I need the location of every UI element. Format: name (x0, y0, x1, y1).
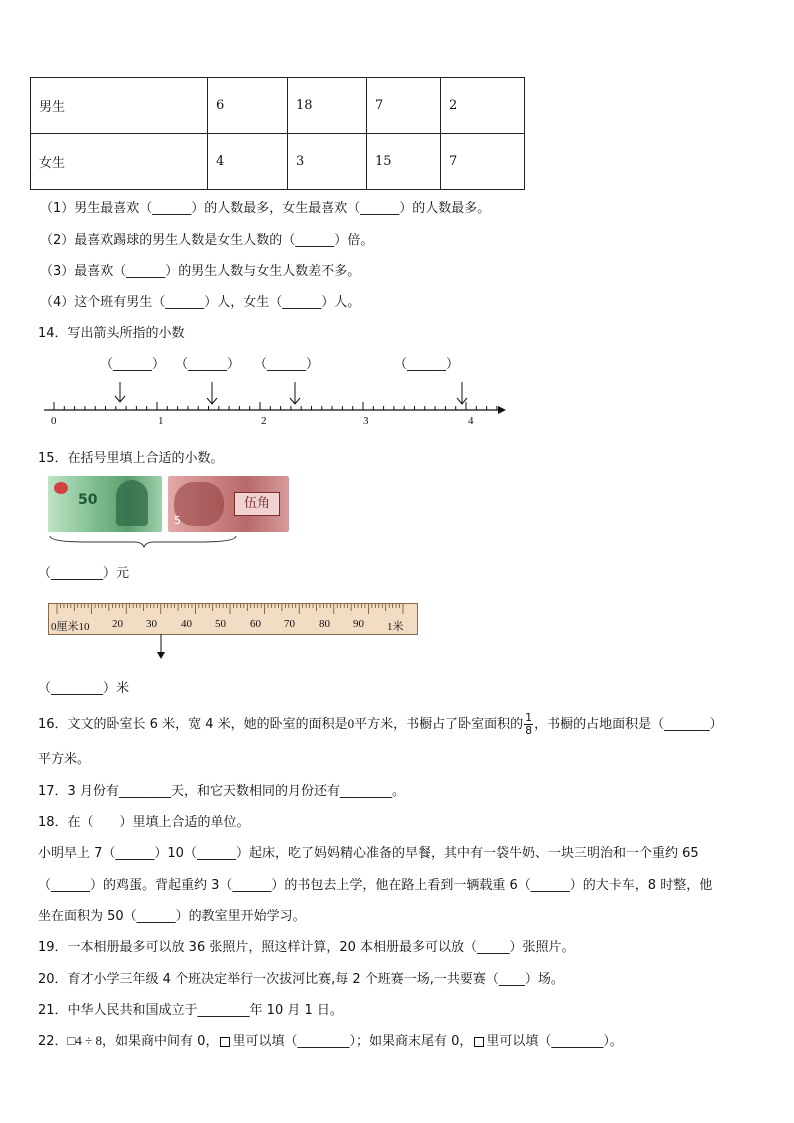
q18-title: 18．在（ ）里填上合适的单位。 (38, 815, 250, 830)
portrait-icon (174, 482, 224, 526)
q16-text: 16．文文的卧室长 6 米，宽 4 米，她的卧室的面积是 (38, 717, 348, 732)
survey-table (30, 77, 525, 190)
bill-value: 50 (78, 492, 98, 508)
table-cell: 7 (441, 134, 525, 190)
tick-marks (54, 402, 497, 410)
arrow-icon (457, 382, 467, 404)
q13-item-3: （3）最喜欢（______）的男生人数与女生人数差不多。 (40, 264, 361, 279)
fraction-denominator: 8 (525, 724, 533, 737)
q13-item-1: （1）男生最喜欢（______）的人数最多，女生最喜欢（______）的人数最多。 (40, 201, 491, 216)
fraction-numerator: 1 (525, 711, 533, 724)
answer-blank: （______） (100, 357, 166, 372)
box-placeholder-icon (474, 1037, 484, 1047)
banknote-5-jiao (168, 476, 289, 532)
tick-label: 4 (468, 415, 474, 427)
tick-label: 3 (363, 415, 369, 427)
q18-line-3: 坐在面积为 50（______）的教室里开始学习。 (38, 909, 306, 924)
ruler-pointer-arrow-icon (155, 634, 167, 660)
answer-blank: （______） (175, 357, 241, 372)
tick-label: 1 (158, 415, 164, 427)
ruler-label: 30 (146, 618, 157, 630)
table-cell: 18 (288, 78, 367, 134)
table-cell: 7 (367, 78, 441, 134)
money-answer: （________）元 (38, 566, 130, 581)
q17-text: 17．3 月份有________天，和它天数相同的月份还有________。 (38, 784, 405, 799)
brace-icon (48, 534, 240, 548)
q22-text: ，如果商中间有 0， (102, 1034, 219, 1049)
ruler-label: 80 (319, 618, 330, 630)
table-cell: 3 (288, 134, 367, 190)
q18-line-1: 小明早上 7（______）10（______）起床，吃了妈妈精心准备的早餐，其中有一袋牛奶、一块三明治和一个重约 65 (38, 846, 699, 861)
q21-text: 21．中华人民共和国成立于________年 10 月 1 日。 (38, 1003, 343, 1018)
fraction (524, 712, 533, 737)
ruler-label: 50 (215, 618, 226, 630)
portrait-icon (116, 480, 148, 526)
ruler-label: 1米 (387, 621, 404, 633)
q20-text: 20．育才小学三年级 4 个班决定举行一次拔河比赛,每 2 个班赛一场,一共要赛（____）场。 (38, 972, 564, 987)
ruler-label: 90 (353, 618, 364, 630)
axis-arrow-icon (498, 406, 506, 414)
q19-text: 19．一本相册最多可以放 36 张照片，照这样计算，20 本相册最多可以放（_____）张照片。 (38, 940, 575, 955)
q22-number: 22． (38, 1034, 68, 1049)
answer-blank: （______） (254, 357, 320, 372)
q16-zero: 0 (347, 716, 355, 731)
q14-title: 14．写出箭头所指的小数 (38, 326, 185, 341)
bill-denomination: 伍角 (234, 492, 280, 516)
tick-label: 2 (261, 415, 267, 427)
box-placeholder-icon (220, 1037, 230, 1047)
arrow-icon (115, 382, 125, 402)
q16-line-1 (38, 712, 723, 737)
q22-text: 里可以填（________）。 (486, 1034, 623, 1049)
ruler-label: 40 (181, 618, 192, 630)
arrow-icon (207, 382, 217, 404)
ruler-label: 60 (250, 618, 261, 630)
table-cell: 2 (441, 78, 525, 134)
ruler-label: 70 (284, 618, 295, 630)
table-cell: 6 (208, 78, 288, 134)
row-label: 女生 (31, 134, 208, 190)
q18-line-2: （______）的鸡蛋。背起重约 3（______）的书包去上学，他在路上看到一辆载重 6（______）的大卡车，8 时整，他 (38, 878, 713, 893)
row-label: 男生 (31, 78, 208, 134)
arrow-icon (290, 382, 300, 404)
table-cell: 4 (208, 134, 288, 190)
tick-label: 0 (51, 415, 57, 427)
q13-item-2: （2）最喜欢踢球的男生人数是女生人数的（______）倍。 (40, 233, 374, 248)
table-cell: 15 (367, 134, 441, 190)
ruler-label: 0厘米10 (51, 621, 90, 633)
meter-ruler (48, 603, 418, 635)
number-line (40, 378, 510, 428)
bill-value: 5 (174, 514, 181, 527)
ruler-answer: （________）米 (38, 681, 130, 696)
q16-line-2: 平方米。 (38, 752, 91, 767)
q22-line (38, 1030, 623, 1049)
emblem-icon (54, 482, 68, 494)
q16-text: 平方米，书橱占了卧室面积的 (354, 717, 524, 732)
q22-text: 里可以填（________）；如果商末尾有 0， (232, 1034, 473, 1049)
answer-blank: （______） (394, 357, 460, 372)
q13-item-4: （4）这个班有男生（______）人，女生（______）人。 (40, 295, 361, 310)
q15-title: 15．在括号里填上合适的小数。 (38, 451, 224, 466)
banknote-50-yuan (48, 476, 162, 532)
table-row (31, 134, 525, 190)
ruler-label: 20 (112, 618, 123, 630)
q16-text: ，书橱的占地面积是（_______） (534, 717, 723, 732)
table-row (31, 78, 525, 134)
q22-expression: □4 ÷ 8 (67, 1033, 103, 1048)
